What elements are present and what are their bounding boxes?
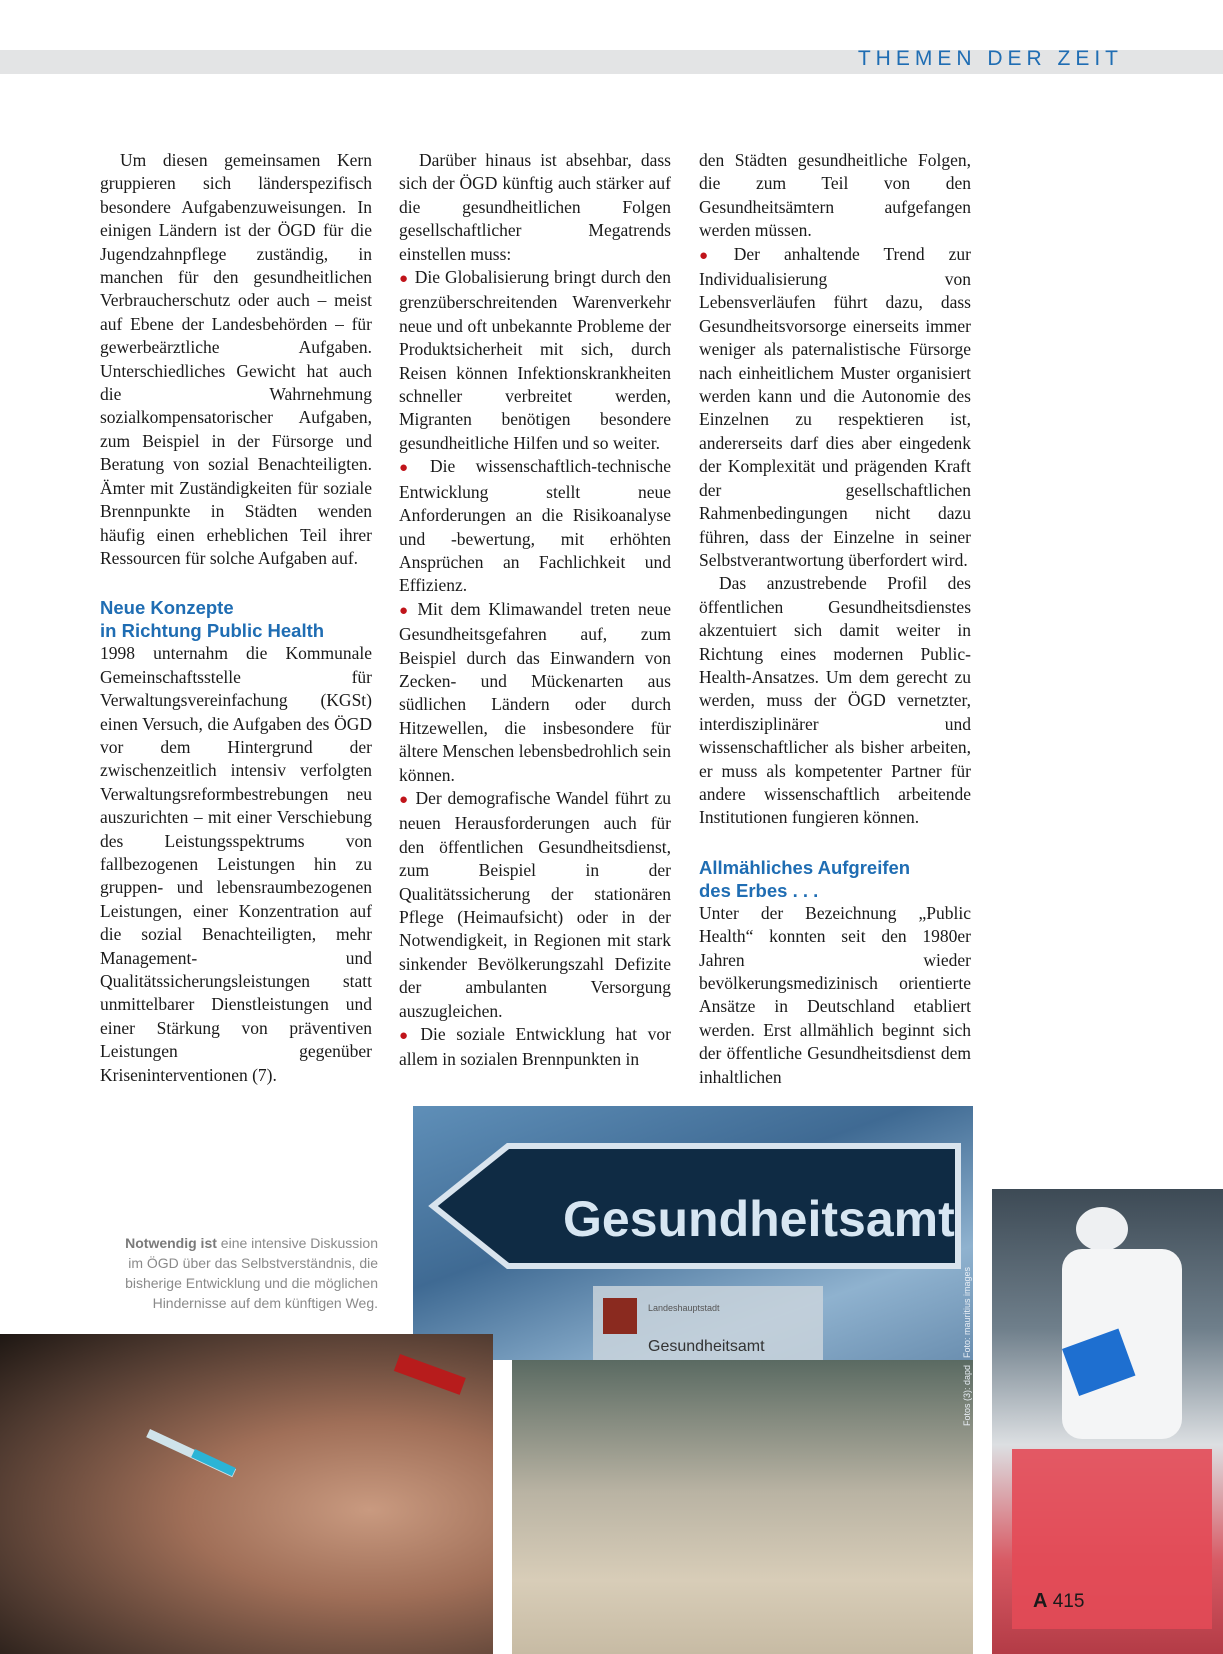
photo-credit: Fotos (3): dapd <box>962 1364 972 1426</box>
bullet-item: ● Die wissenschaftlich-technische Entwicklung stellt neue Anforderungen an die Risikoanalyse und -bewertung, mit erhöhten Ansprüchen an Fachlichkeit und Effizienz. <box>399 455 671 597</box>
paragraph: Das anzustrebende Profil des öffentlichen Gesundheitsdienstes akzentuiert sich damit weiter in Richtung eines modernen Public-Health-Ansatzes. Um dem gerecht zu werden, muss der ÖGD vernetzter, interdisziplinärer und wissenschaftlicher als bisher arbeiten, er muss als kompetenter Partner für andere wissenschaftlich arbeitende Institutionen fungieren können. <box>699 573 971 828</box>
text-column-1 <box>100 149 372 1087</box>
paragraph: den Städten gesundheitliche Folgen, die zum Teil von den Gesundheitsämtern aufgefangen werden müssen. <box>699 150 971 241</box>
photo-child-running <box>512 1360 973 1654</box>
caption-text: eine intensive Diskussion im ÖGD über das Selbstverständnis, die bisherige Entwicklung und die möglichen Hindernisse auf dem künftigen Weg. <box>125 1235 378 1311</box>
photo-vaccination <box>0 1334 493 1654</box>
sign-illustration <box>413 1106 973 1360</box>
bullet-item: ● Mit dem Klimawandel treten neue Gesundheitsgefahren auf, zum Beispiel durch das Einwandern von Zecken- und Mückenarten aus südlichen Ländern oder durch Hitzewellen, die insbesondere für ältere Menschen lebensbedrohlich sein können. <box>399 598 671 787</box>
section-heading: Neue Konzepte in Richtung Public Health <box>100 597 325 642</box>
text-column-2 <box>399 149 671 1072</box>
inspection-illustration <box>992 1189 1223 1654</box>
section-title: THEMEN DER ZEIT <box>857 47 1123 70</box>
section-heading: Allmähliches Aufgreifen des Erbes . . . <box>699 856 911 901</box>
text-column-3 <box>699 149 971 1089</box>
sign-small-text: Gesundheitsamt <box>648 1338 765 1355</box>
photo-caption <box>110 1233 378 1313</box>
photo-credit: Foto: mauritius images <box>962 1266 972 1358</box>
vaccination-illustration <box>0 1334 493 1654</box>
paragraph: 1998 unternahm die Kommunale Gemeinschaftsstelle für Verwaltungsvereinfachung (KGSt) einen Versuch, die Aufgaben des ÖGD vor dem Hintergrund der zwischenzeitlich intensiv verfolgten Verwaltungsreformbestrebungen neu auszurichten – mit einer Verschiebung des Leistungsspektrums von fallbezogenen Leistungen hin zu gruppen- und lebensraumbezogenen Leistungen, einer Konzentration auf die sozial Benachteiligten, mehr Management- und Qualitätssicherungsleistungen statt unmittelbarer Dienstleistungen und einer Stärkung von präventiven Leistungen gegenüber Kriseninterventionen (7). <box>100 643 372 1085</box>
paragraph: Unter der Bezeichnung „Public Health“ konnten seit den 1980er Jahren wieder bevölkerungsmedizinisch orientierte Ansätze in Deutschland etabliert werden. Erst allmählich beginnt sich der öffentliche Gesundheitsdienst dem inhaltlichen <box>699 902 971 1087</box>
paragraph: Darüber hinaus ist absehbar, dass sich der ÖGD künftig auch stärker auf die gesundheitlichen Folgen gesellschaftlicher Megatrends einstellen muss: <box>399 150 671 264</box>
bullet-item: ● Die soziale Entwicklung hat vor allem in sozialen Brennpunkten in <box>399 1023 671 1072</box>
sign-text: Gesundheitsamt <box>563 1191 955 1247</box>
photo-food-inspection <box>992 1189 1223 1654</box>
paragraph: Um diesen gemeinsamen Kern gruppieren sich länderspezifisch besondere Aufgabenzuweisungen. In einigen Ländern ist der ÖGD für die Jugendzahnpflege zuständig, in manchen für den gesundheitlichen Verbraucherschutz oder auch – meist auf Ebene der Landesbehörden – für gewerbeärztliche Aufgaben. Unterschiedliches Gewicht hat auch die Wahrnehmung sozialkompensatorischer Aufgaben, zum Beispiel in der Fürsorge und Beratung von sozial Benachteiligten. Ämter mit Zuständigkeiten für soziale Brennpunkte in Städten wenden häufig einen erheblichen Teil ihrer Ressourcen für solche Aufgaben auf. <box>100 150 372 568</box>
photo-gesundheitsamt-sign <box>413 1106 973 1360</box>
bullet-item: ● Der anhaltende Trend zur Individualisierung von Lebensverläufen führt dazu, dass Gesundheitsvorsorge einerseits immer weniger als paternalistische Fürsorge nach einheitlichem Muster organisiert werden kann und die Autonomie des Einzelnen zu respektieren ist, andererseits darf dies aber eingedenk der Komplexität und prägenden Kraft der gesellschaftlichen Rahmenbedingungen nicht dazu führen, dass der Einzelne in seiner Selbstverantwortung überfordert wird. <box>699 243 971 573</box>
bullet-item: ● Der demografische Wandel führt zu neuen Herausforderungen auch für den öffentlichen Gesundheitsdienst, zum Beispiel in der Qualitätssicherung der stationären Pflege (Heimaufsicht) oder in der Notwendigkeit, in Regionen mit stark sinkender Bevölkerungszahl Defizite der ambulanten Versorgung auszugleichen. <box>399 787 671 1023</box>
sign-small-text: Landeshauptstadt <box>648 1303 720 1313</box>
page-number: A 415 <box>1033 1590 1085 1612</box>
caption-lead: Notwendig ist <box>125 1235 217 1251</box>
bullet-item: ● Die Globalisierung bringt durch den grenzüberschreitenden Warenverkehr neue und oft unbekannte Probleme der Produktsicherheit mit sich, durch Reisen können Infektionskrankheiten schneller verbreitet werden, Migranten benötigen besondere gesundheitliche Hilfen und so weiter. <box>399 266 671 455</box>
